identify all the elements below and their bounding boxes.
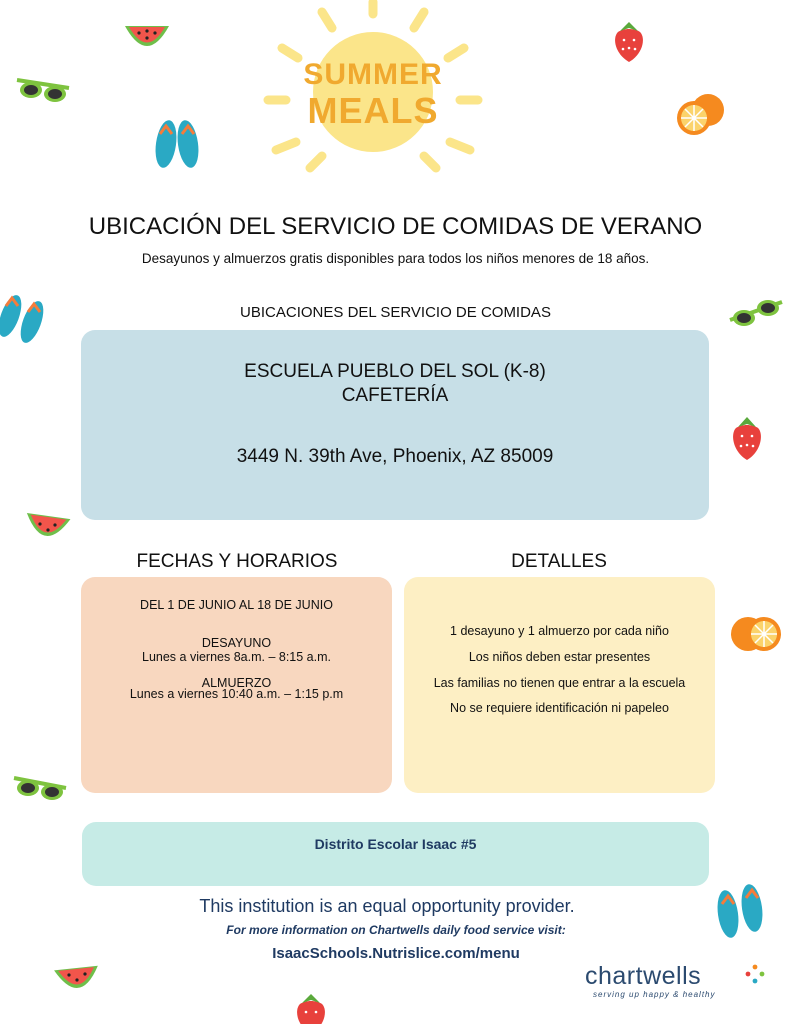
- school-address: 3449 N. 39th Ave, Phoenix, AZ 85009: [236, 446, 554, 467]
- orange-slice-icon: [674, 92, 726, 138]
- school-name-line2: CAFETERÍA: [341, 385, 449, 406]
- logo-meals: MEALS: [307, 90, 439, 131]
- chartwells-tagline: serving up happy & healthy: [593, 990, 716, 999]
- details-heading: DETALLES: [511, 551, 607, 572]
- logo-summer: SUMMER: [303, 58, 443, 91]
- detail-item: No se requiere identificación ni papeleo: [450, 701, 669, 715]
- chartwells-wordmark: chartwells: [585, 962, 702, 990]
- flip-flops-icon: [150, 116, 204, 170]
- page-title: UBICACIÓN DEL SERVICIO DE COMIDAS DE VERANO: [88, 213, 703, 240]
- locations-heading: UBICACIONES DEL SERVICIO DE COMIDAS: [240, 304, 551, 321]
- detail-item: Las familias no tienen que entrar a la escuela: [433, 676, 686, 690]
- chartwells-logo: [585, 962, 771, 1002]
- school-name-line1: ESCUELA PUEBLO DEL SOL (K-8): [244, 361, 546, 382]
- dates-heading: FECHAS Y HORARIOS: [136, 551, 338, 572]
- watermelon-icon: [22, 510, 72, 546]
- strawberry-icon: [292, 990, 330, 1024]
- watermelon-icon: [52, 960, 102, 996]
- dates-card: [81, 577, 392, 793]
- details-card: [404, 577, 715, 793]
- strawberry-icon: [610, 18, 648, 64]
- chartwells-dots-icon: [745, 964, 765, 984]
- detail-item: 1 desayuno y 1 almuerzo por cada niño: [450, 624, 669, 638]
- more-info-text: For more information on Chartwells daily food service visit:: [226, 923, 566, 937]
- sunglasses-icon: [15, 72, 71, 106]
- sunglasses-icon: [12, 770, 68, 806]
- breakfast-label: DESAYUNO: [201, 636, 272, 650]
- page-subtitle: Desayunos y almuerzos gratis disponibles para todos los niños menores de 18 años.: [141, 251, 650, 266]
- lunch-label: ALMUERZO: [201, 676, 272, 690]
- strawberry-icon: [728, 412, 766, 462]
- breakfast-time: Lunes a viernes 8a.m. – 8:15 a.m.: [142, 650, 331, 664]
- district-name: Distrito Escolar Isaac #5: [314, 836, 477, 852]
- location-card: [81, 330, 709, 520]
- district-card: [82, 822, 709, 886]
- school-name: [81, 360, 709, 408]
- date-range: DEL 1 DE JUNIO AL 18 DE JUNIO: [140, 598, 333, 612]
- orange-slice-icon: [730, 612, 784, 656]
- lunch-time: Lunes a viernes 10:40 a.m. – 1:15 p.m: [129, 687, 344, 701]
- equal-opportunity-statement: This institution is an equal opportunity provider.: [199, 896, 575, 916]
- menu-link[interactable]: IsaacSchools.Nutrislice.com/menu: [272, 945, 520, 962]
- summer-meals-logo: [262, 0, 484, 180]
- watermelon-icon: [122, 18, 172, 54]
- detail-item: Los niños deben estar presentes: [468, 650, 651, 664]
